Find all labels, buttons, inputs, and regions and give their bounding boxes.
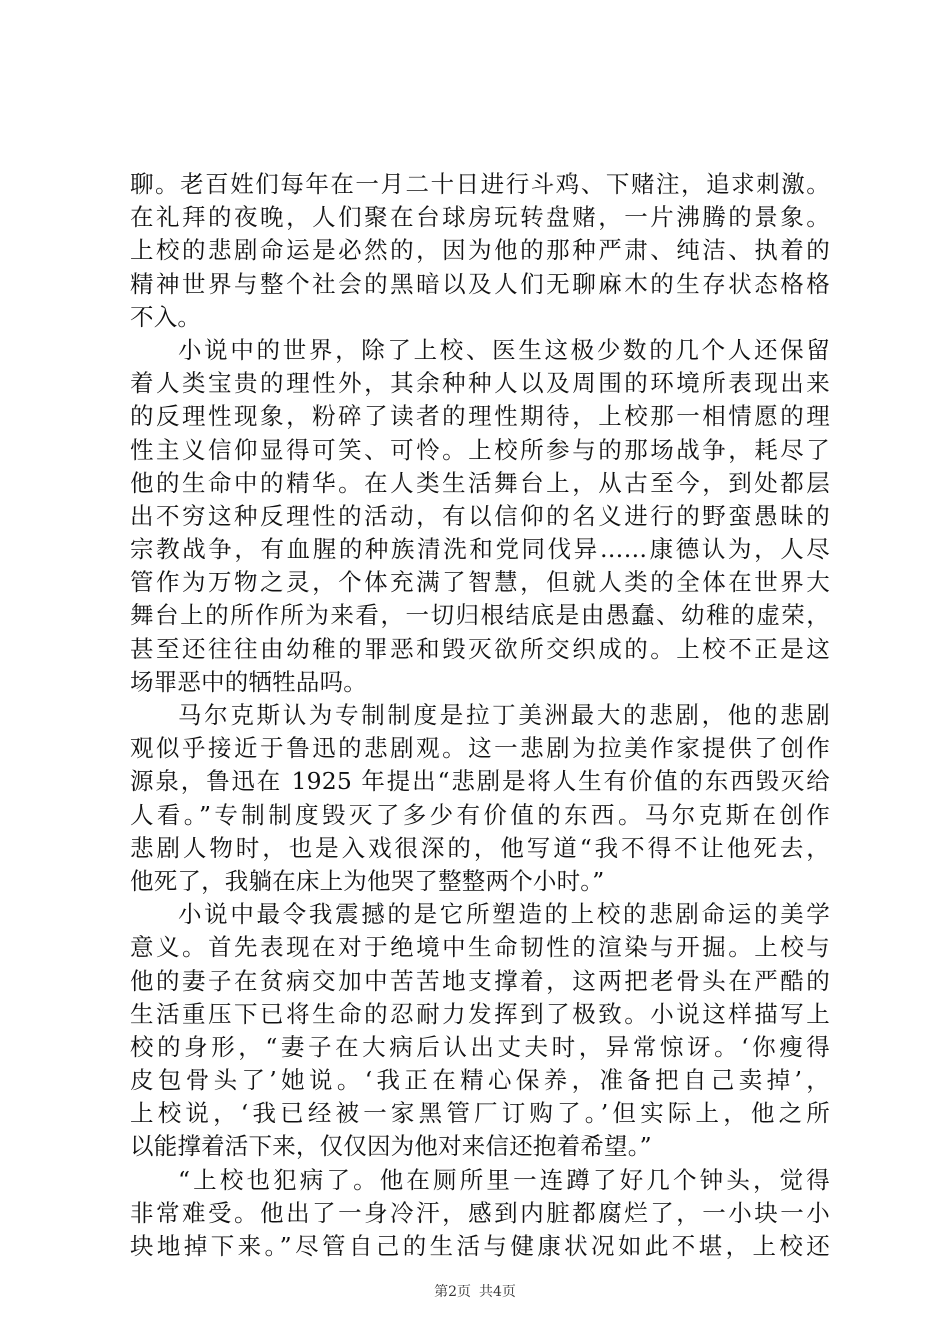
- text-line: 观似乎接近于鲁迅的悲剧观。这一悲剧为拉美作家提供了创作: [130, 734, 830, 763]
- text-line: 精神世界与整个社会的黑暗以及人们无聊麻木的生存状态格格: [130, 269, 830, 298]
- text-line: 生活重压下已将生命的忍耐力发挥到了极致。小说这样描写上: [130, 999, 830, 1028]
- text-line: 皮包骨头了’她说。‘我正在精心保养，准备把自己卖掉’，: [130, 1066, 830, 1095]
- text-line: 性主义信仰显得可笑、可怜。上校所参与的那场战争，耗尽了: [130, 435, 830, 464]
- text-line: 源泉，鲁迅在 1925 年提出“悲剧是将人生有价值的东西毁灭给: [130, 767, 830, 796]
- text-line: 舞台上的所作所为来看，一切归根结底是由愚蠢、幼稚的虚荣，: [130, 601, 830, 630]
- text-line: 的反理性现象，粉碎了读者的理性期待，上校那一相情愿的理: [130, 402, 830, 431]
- text-line: 小说中的世界，除了上校、医生这极少数的几个人还保留: [178, 335, 830, 364]
- text-line: 聊。老百姓们每年在一月二十日进行斗鸡、下赌注，追求刺激。: [130, 170, 830, 198]
- text-line: 上校说，‘我已经被一家黑管厂订购了。’但实际上，他之所: [130, 1099, 830, 1128]
- text-line: 甚至还往往由幼稚的罪恶和毁灭欲所交织成的。上校不正是这: [130, 634, 830, 663]
- text-line: 在礼拜的夜晚，人们聚在台球房玩转盘赌，一片沸腾的景象。: [130, 203, 830, 232]
- text-line: 他死了，我躺在床上为他哭了整整两个小时。”: [130, 866, 605, 895]
- page-total: 共4页: [479, 1284, 516, 1300]
- text-line: 悲剧人物时，也是入戏很深的，他写道“我不得不让他死去，: [130, 833, 830, 862]
- text-line: 人看。”专制制度毁灭了多少有价值的东西。马尔克斯在创作: [130, 800, 830, 829]
- text-line: 上校的悲剧命运是必然的，因为他的那种严肃、纯洁、执着的: [130, 236, 830, 265]
- page-footer: [0, 1281, 950, 1301]
- text-line: 管作为万物之灵，个体充满了智慧，但就人类的全体在世界大: [130, 568, 830, 597]
- text-line: 他的妻子在贫病交加中苦苦地支撑着，这两把老骨头在严酷的: [130, 966, 830, 995]
- text-line: 意义。首先表现在对于绝境中生命韧性的渲染与开掘。上校与: [130, 933, 830, 962]
- text-line: “上校也犯病了。他在厕所里一连蹲了好几个钟头，觉得: [178, 1165, 830, 1194]
- text-line: 不入。: [130, 302, 202, 331]
- page-number: 第2页: [434, 1284, 471, 1300]
- text-line: 以能撑着活下来，仅仅因为他对来信还抱着希望。”: [130, 1132, 652, 1161]
- text-line: 场罪恶中的牺牲品吗。: [130, 667, 367, 696]
- text-line: 马尔克斯认为专制制度是拉丁美洲最大的悲剧，他的悲剧: [178, 701, 830, 729]
- text-line: 他的生命中的精华。在人类生活舞台上，从古至今，到处都层: [130, 468, 830, 497]
- text-line: 校的身形，“妻子在大病后认出丈夫时，异常惊讶。‘你瘦得: [130, 1032, 830, 1061]
- text-line: 小说中最令我震撼的是它所塑造的上校的悲剧命运的美学: [178, 900, 830, 929]
- text-line: 块地掉下来。”尽管自己的生活与健康状况如此不堪，上校还: [130, 1232, 830, 1260]
- body-text: [130, 168, 830, 1263]
- text-line: 出不穷这种反理性的活动，有以信仰的名义进行的野蛮愚昧的: [130, 501, 830, 530]
- text-line: 非常难受。他出了一身冷汗，感到内脏都腐烂了，一小块一小: [130, 1198, 830, 1227]
- text-line: 着人类宝贵的理性外，其余种种人以及周围的环境所表现出来: [130, 369, 830, 398]
- text-line: 宗教战争，有血腥的种族清洗和党同伐异……康德认为，人尽: [130, 535, 830, 564]
